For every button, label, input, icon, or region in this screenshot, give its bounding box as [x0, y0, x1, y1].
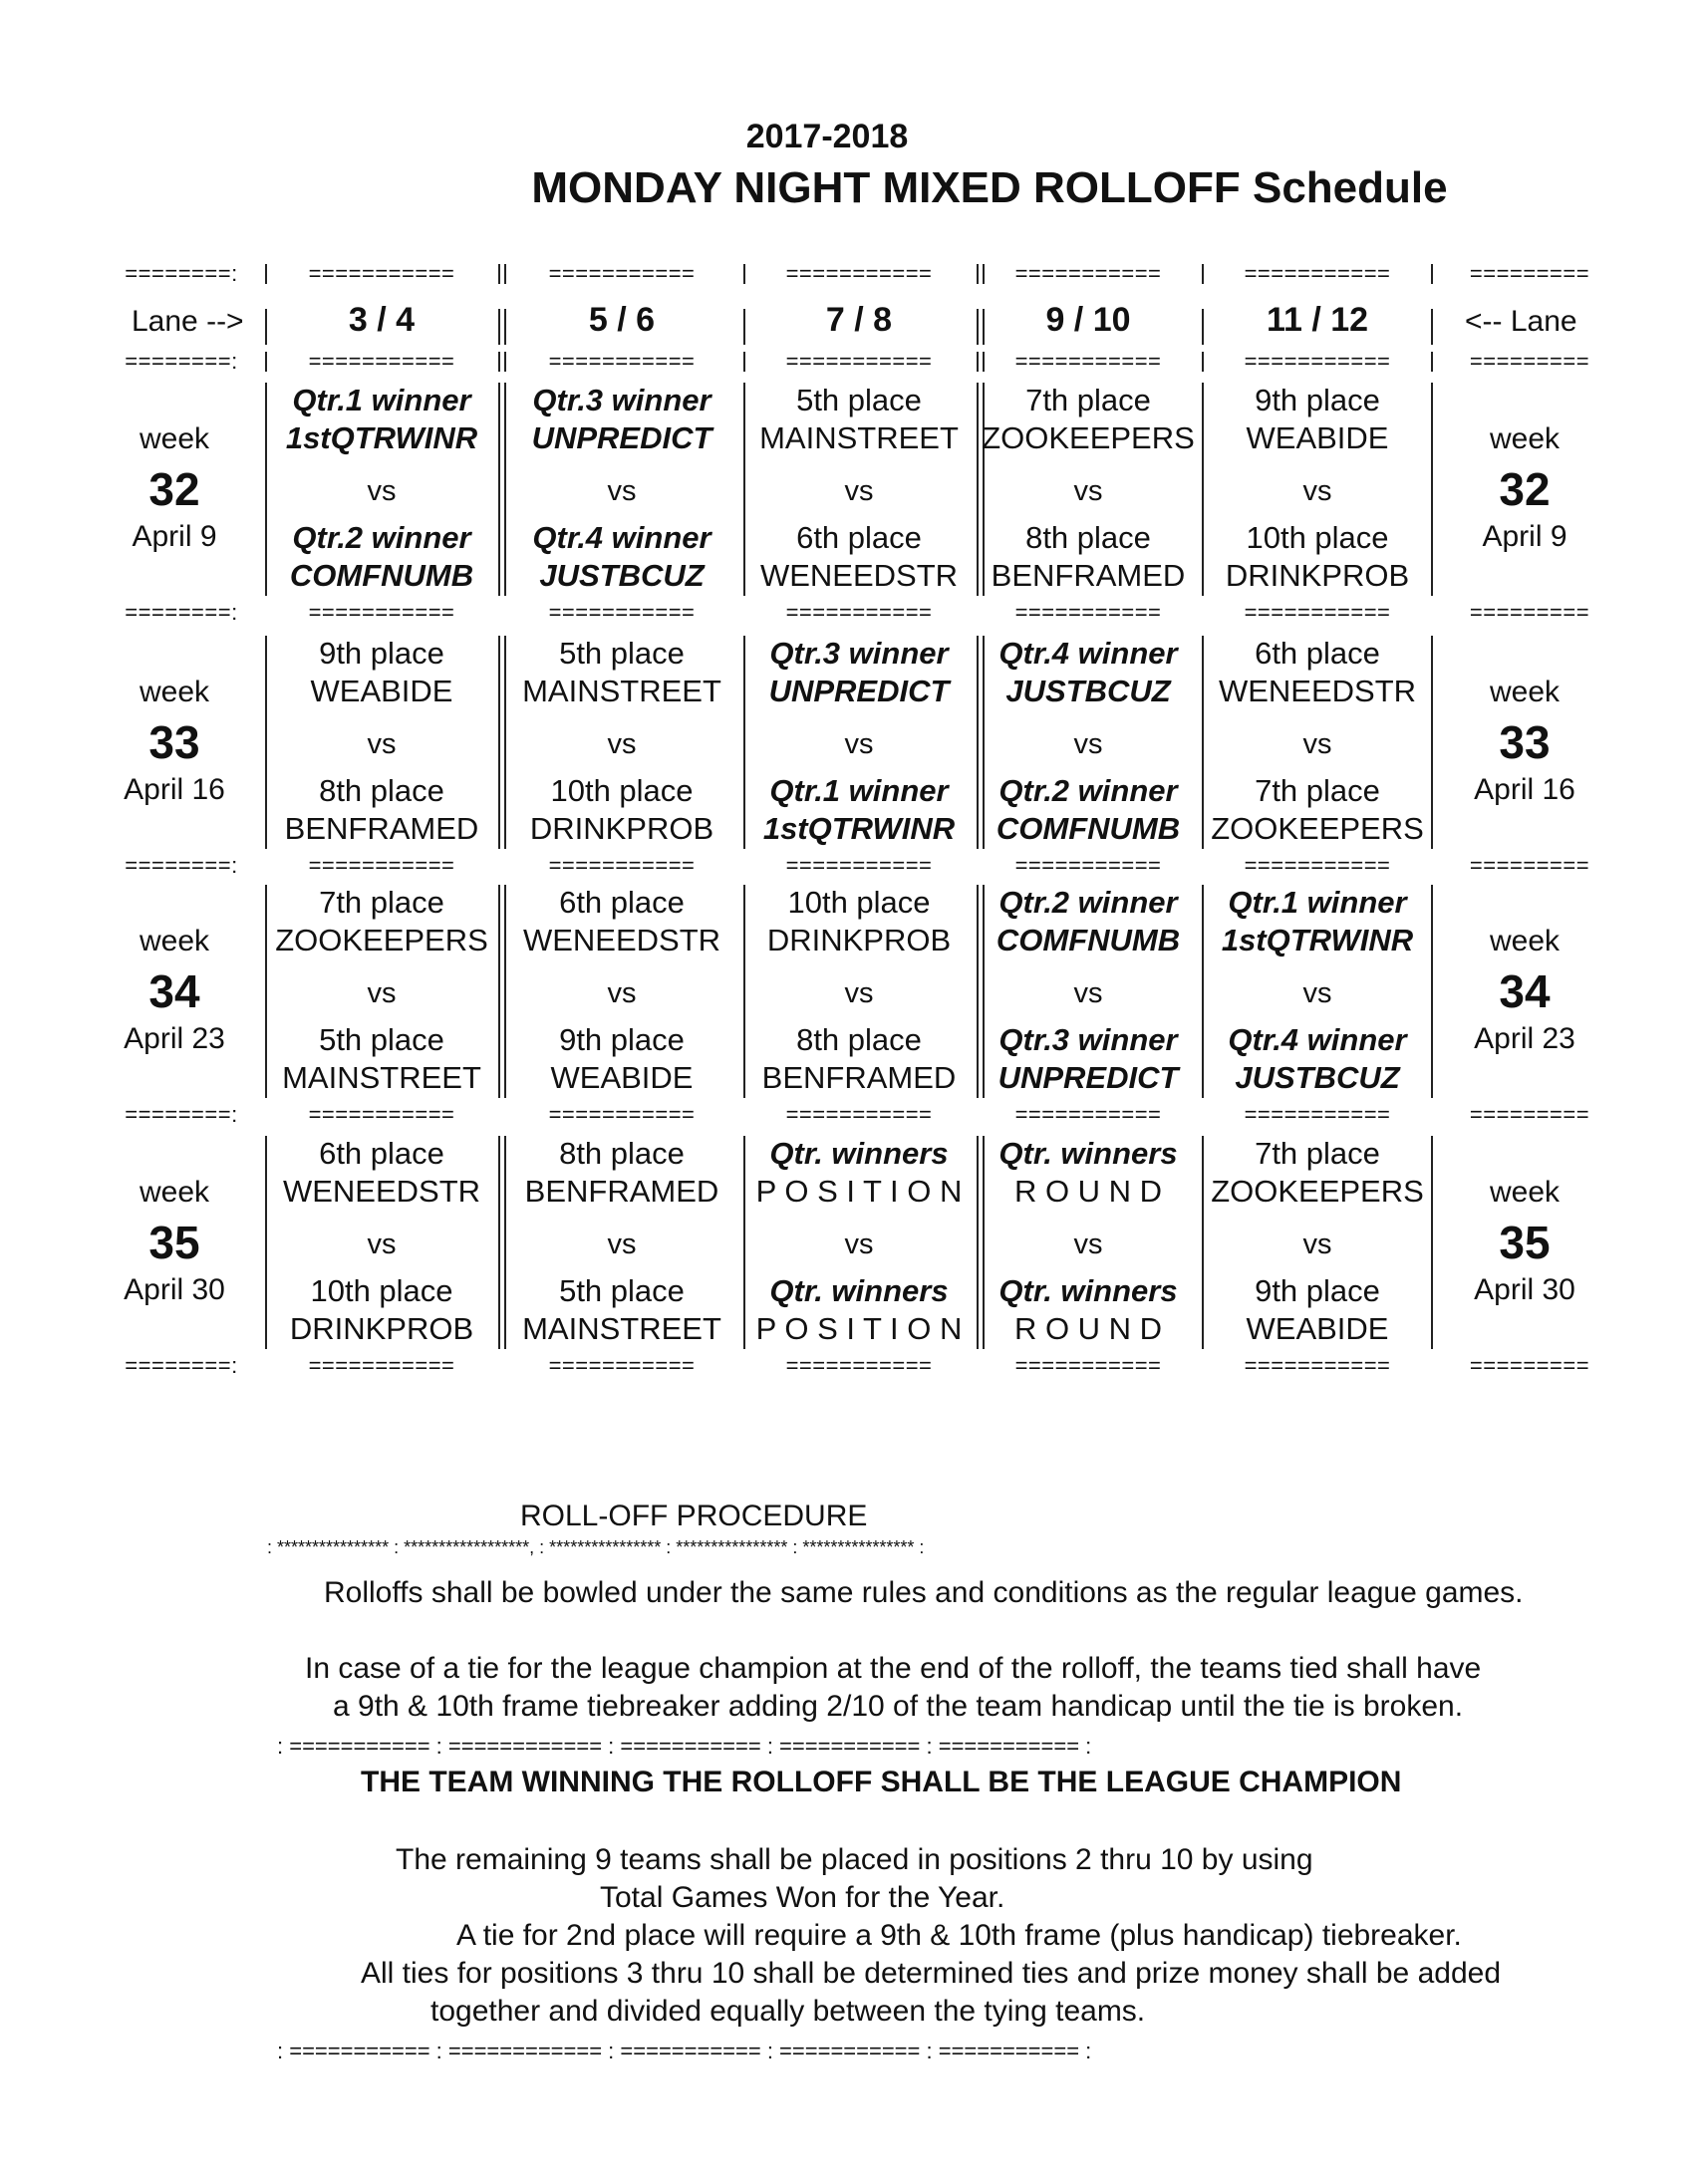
vs-label: vs [1073, 728, 1103, 760]
match-team-bottom-seed: 7th place [1255, 773, 1380, 808]
vs-label: vs [367, 475, 397, 507]
week-label-left: week [139, 422, 210, 455]
match-team-bottom-name: DRINKPROB [1225, 558, 1410, 593]
separator-line: ========= [1469, 600, 1590, 624]
separator-line: =========== [1244, 853, 1391, 877]
lane-header: 5 / 6 [588, 301, 656, 339]
column-divider [977, 309, 979, 345]
separator-line: =========== [1244, 349, 1391, 373]
vs-label: vs [1302, 1228, 1332, 1260]
page-title: MONDAY NIGHT MIXED ROLLOFF Schedule [531, 163, 1448, 212]
match-team-top-seed: 10th place [787, 885, 931, 920]
procedure-para2-line1: In case of a tie for the league champion at the end of the rolloff, the teams tied shall have [305, 1652, 1482, 1685]
vs-label: vs [1073, 977, 1103, 1009]
match-team-bottom-seed: Qtr.1 winner [769, 773, 949, 808]
week-label-right: week [1489, 1176, 1561, 1209]
procedure-para3-line1: The remaining 9 teams shall be placed in positions 2 thru 10 by using [396, 1843, 1313, 1876]
separator-line: ========: [125, 261, 238, 285]
match-team-top-seed: 5th place [559, 636, 685, 671]
procedure-para2-line2: a 9th & 10th frame tiebreaker adding 2/10 of the team handicap until the tie is broken. [333, 1690, 1464, 1723]
match-team-top-seed: 9th place [319, 636, 444, 671]
column-divider [265, 264, 267, 284]
separator-line: =========== [1014, 261, 1162, 285]
separator-line: =========== [1244, 261, 1391, 285]
column-divider [1431, 309, 1433, 345]
match-team-top-name: UNPREDICT [768, 674, 950, 708]
match-team-bottom-name: R O U N D [1013, 1311, 1163, 1346]
match-team-top-seed: Qtr.3 winner [532, 383, 711, 417]
column-divider [977, 352, 979, 372]
week-number-left: 34 [148, 965, 200, 1017]
match-team-bottom-seed: Qtr.4 winner [532, 520, 711, 555]
vs-label: vs [607, 728, 637, 760]
column-divider [1431, 352, 1433, 372]
match-team-bottom-seed: Qtr.2 winner [292, 520, 471, 555]
week-number-left: 35 [148, 1217, 200, 1268]
vs-label: vs [1302, 475, 1332, 507]
lane-label-left: Lane --> [132, 305, 244, 338]
lane-header: 7 / 8 [825, 301, 893, 339]
match-team-bottom-seed: 10th place [310, 1273, 453, 1308]
procedure-para3-line4: All ties for positions 3 thru 10 shall be determined ties and prize money shall be added [361, 1957, 1501, 1990]
season-year: 2017-2018 [745, 118, 909, 155]
match-team-top-name: BENFRAMED [524, 1174, 719, 1209]
week-number-right: 34 [1499, 965, 1551, 1017]
match-team-bottom-name: BENFRAMED [991, 558, 1186, 593]
match-team-bottom-seed: 6th place [796, 520, 922, 555]
match-team-bottom-seed: 5th place [559, 1273, 685, 1308]
week-number-left: 33 [148, 716, 200, 768]
procedure-para3-line3: A tie for 2nd place will require a 9th & 10th frame (plus handicap) tiebreaker. [456, 1919, 1462, 1952]
procedure-para3-line2: Total Games Won for the Year. [600, 1881, 1005, 1914]
separator-line: =========== [785, 1102, 933, 1126]
separator-line: =========== [785, 261, 933, 285]
lane-header: 3 / 4 [348, 301, 416, 339]
match-team-bottom-seed: 5th place [319, 1022, 444, 1057]
separator-line: ========= [1469, 1353, 1590, 1377]
match-team-top-name: WEABIDE [1246, 420, 1389, 455]
separator-line: =========== [785, 1353, 933, 1377]
column-divider [265, 352, 267, 372]
week-label-right: week [1489, 925, 1561, 957]
week-date-left: April 9 [132, 520, 217, 553]
procedure-heading: ROLL-OFF PROCEDURE [520, 1500, 868, 1532]
match-team-top-name: WENEEDSTR [1218, 674, 1417, 708]
match-team-top-name: UNPREDICT [531, 420, 712, 455]
match-team-top-seed: 7th place [319, 885, 444, 920]
stars-divider: : **************** : ******************, : **************** : **************** : **************** : [267, 1537, 925, 1557]
match-team-top-seed: Qtr.2 winner [998, 885, 1178, 920]
match-team-top-seed: 6th place [1255, 636, 1380, 671]
match-team-bottom-seed: 9th place [559, 1022, 685, 1057]
separator-line: ========= [1469, 261, 1590, 285]
week-label-left: week [139, 925, 210, 957]
match-team-bottom-name: BENFRAMED [284, 811, 479, 846]
match-team-top-name: DRINKPROB [766, 923, 952, 957]
separator-line: ========= [1469, 853, 1590, 877]
separator-line: =========== [785, 853, 933, 877]
match-team-bottom-seed: Qtr. winners [998, 1273, 1178, 1308]
separator-line: =========== [548, 1353, 696, 1377]
week-date-left: April 23 [124, 1022, 225, 1055]
week-date-left: April 30 [124, 1273, 225, 1306]
match-team-top-name: ZOOKEEPERS [1211, 1174, 1424, 1209]
match-team-bottom-seed: Qtr.2 winner [998, 773, 1178, 808]
match-team-bottom-name: P O S I T I O N [755, 1311, 963, 1346]
week-number-right: 33 [1499, 716, 1551, 768]
separator-line: ========: [125, 853, 238, 877]
lane-header: 11 / 12 [1266, 301, 1369, 339]
match-team-top-name: WEABIDE [310, 674, 453, 708]
procedure-para3-line5: together and divided equally between the tying teams. [430, 1995, 1146, 2028]
vs-label: vs [607, 1228, 637, 1260]
column-divider [977, 264, 979, 284]
separator-line: =========== [785, 600, 933, 624]
column-divider [498, 309, 500, 345]
column-divider [1431, 264, 1433, 284]
match-team-bottom-seed: 9th place [1255, 1273, 1380, 1308]
column-divider [983, 309, 985, 345]
separator-line: =========== [548, 349, 696, 373]
vs-label: vs [367, 977, 397, 1009]
separator-line: ========: [125, 1102, 238, 1126]
match-team-top-seed: 5th place [796, 383, 922, 417]
match-team-top-seed: Qtr. winners [998, 1136, 1178, 1171]
week-date-left: April 16 [124, 773, 225, 806]
week-label-left: week [139, 676, 210, 708]
match-team-top-name: 1stQTRWINR [1221, 923, 1414, 957]
match-team-top-seed: 9th place [1255, 383, 1380, 417]
vs-label: vs [1302, 728, 1332, 760]
separator-line: =========== [1014, 600, 1162, 624]
column-divider [983, 352, 985, 372]
match-team-top-name: P O S I T I O N [755, 1174, 963, 1209]
week-date-right: April 16 [1474, 773, 1575, 806]
separator-line: =========== [1244, 1353, 1391, 1377]
equals-divider-bottom: : =========== : ============ : =========== : =========== : =========== : [277, 2039, 1092, 2063]
separator-line: =========== [1244, 1102, 1391, 1126]
vs-label: vs [367, 1228, 397, 1260]
week-date-right: April 9 [1482, 520, 1567, 553]
match-team-bottom-name: 1stQTRWINR [762, 811, 956, 846]
separator-line: =========== [548, 261, 696, 285]
match-team-bottom-name: COMFNUMB [289, 558, 474, 593]
vs-label: vs [844, 1228, 874, 1260]
match-team-top-name: R O U N D [1013, 1174, 1163, 1209]
match-team-bottom-seed: 8th place [796, 1022, 922, 1057]
separator-line: =========== [1244, 600, 1391, 624]
match-team-top-seed: Qtr.1 winner [1228, 885, 1407, 920]
separator-line: =========== [308, 349, 455, 373]
week-date-right: April 23 [1474, 1022, 1575, 1055]
week-label-right: week [1489, 422, 1561, 455]
column-divider [504, 264, 506, 284]
match-team-top-name: WENEEDSTR [282, 1174, 481, 1209]
match-team-bottom-name: DRINKPROB [289, 1311, 474, 1346]
column-divider [1202, 352, 1204, 372]
week-number-right: 32 [1499, 463, 1551, 515]
match-team-bottom-seed: Qtr. winners [769, 1273, 949, 1308]
vs-label: vs [1302, 977, 1332, 1009]
separator-line: =========== [548, 1102, 696, 1126]
match-team-top-seed: Qtr.3 winner [769, 636, 949, 671]
match-team-bottom-name: COMFNUMB [995, 811, 1181, 846]
match-team-top-name: JUSTBCUZ [1005, 674, 1171, 708]
week-label-right: week [1489, 676, 1561, 708]
match-team-top-seed: Qtr.4 winner [998, 636, 1178, 671]
match-team-top-seed: 7th place [1255, 1136, 1380, 1171]
separator-line: ========: [125, 349, 238, 373]
match-team-top-name: 1stQTRWINR [285, 420, 478, 455]
match-team-bottom-seed: Qtr.3 winner [998, 1022, 1178, 1057]
column-divider [743, 309, 745, 345]
column-divider [504, 352, 506, 372]
match-team-bottom-name: ZOOKEEPERS [1211, 811, 1424, 846]
match-team-bottom-name: DRINKPROB [529, 811, 714, 846]
vs-label: vs [367, 728, 397, 760]
match-team-bottom-name: WENEEDSTR [759, 558, 959, 593]
separator-line: ========= [1469, 1102, 1590, 1126]
match-team-top-name: MAINSTREET [759, 420, 959, 455]
match-team-top-name: COMFNUMB [995, 923, 1181, 957]
vs-label: vs [1073, 1228, 1103, 1260]
match-team-bottom-name: MAINSTREET [522, 1311, 721, 1346]
lane-label-right: <-- Lane [1465, 305, 1577, 338]
column-divider [504, 309, 506, 345]
champion-statement: THE TEAM WINNING THE ROLLOFF SHALL BE THE LEAGUE CHAMPION [361, 1766, 1402, 1798]
equals-divider: : =========== : ============ : =========== : =========== : =========== : [277, 1734, 1092, 1759]
column-divider [743, 352, 745, 372]
procedure-para1: Rolloffs shall be bowled under the same rules and conditions as the regular league games. [324, 1576, 1524, 1609]
column-divider [498, 264, 500, 284]
match-team-top-seed: 7th place [1025, 383, 1151, 417]
separator-line: =========== [308, 1102, 455, 1126]
vs-label: vs [844, 728, 874, 760]
week-label-left: week [139, 1176, 210, 1209]
separator-line: =========== [308, 1353, 455, 1377]
match-team-bottom-name: WEABIDE [1246, 1311, 1389, 1346]
match-team-bottom-seed: 8th place [1025, 520, 1151, 555]
match-team-top-seed: 6th place [319, 1136, 444, 1171]
column-divider [265, 309, 267, 345]
vs-label: vs [844, 475, 874, 507]
match-team-bottom-name: JUSTBCUZ [539, 558, 705, 593]
separator-line: =========== [308, 853, 455, 877]
match-team-top-seed: Qtr.1 winner [292, 383, 471, 417]
column-divider [498, 352, 500, 372]
week-number-left: 32 [148, 463, 200, 515]
separator-line: =========== [548, 853, 696, 877]
vs-label: vs [1073, 475, 1103, 507]
match-team-bottom-seed: Qtr.4 winner [1228, 1022, 1407, 1057]
match-team-bottom-seed: 10th place [550, 773, 694, 808]
vs-label: vs [607, 977, 637, 1009]
match-team-bottom-seed: 10th place [1246, 520, 1389, 555]
separator-line: =========== [1014, 853, 1162, 877]
vs-label: vs [844, 977, 874, 1009]
separator-line: =========== [308, 600, 455, 624]
week-number-right: 35 [1499, 1217, 1551, 1268]
separator-line: ========: [125, 600, 238, 624]
match-team-bottom-name: WEABIDE [550, 1060, 694, 1095]
match-team-top-name: MAINSTREET [522, 674, 721, 708]
week-date-right: April 30 [1474, 1273, 1575, 1306]
column-divider [743, 264, 745, 284]
match-team-bottom-name: BENFRAMED [761, 1060, 957, 1095]
match-team-bottom-name: MAINSTREET [282, 1060, 481, 1095]
match-team-bottom-seed: 8th place [319, 773, 444, 808]
column-divider [1202, 309, 1204, 345]
match-team-top-name: ZOOKEEPERS [275, 923, 488, 957]
separator-line: =========== [308, 261, 455, 285]
match-team-top-seed: 6th place [559, 885, 685, 920]
separator-line: =========== [1014, 1353, 1162, 1377]
match-team-top-seed: 8th place [559, 1136, 685, 1171]
vs-label: vs [607, 475, 637, 507]
column-divider [983, 264, 985, 284]
lane-header: 9 / 10 [1045, 301, 1131, 339]
column-divider [1202, 264, 1204, 284]
match-team-top-name: WENEEDSTR [522, 923, 721, 957]
separator-line: =========== [548, 600, 696, 624]
match-team-top-name: ZOOKEEPERS [982, 420, 1195, 455]
separator-line: =========== [785, 349, 933, 373]
separator-line: =========== [1014, 1102, 1162, 1126]
match-team-bottom-name: JUSTBCUZ [1235, 1060, 1400, 1095]
separator-line: ========= [1469, 349, 1590, 373]
match-team-bottom-name: UNPREDICT [997, 1060, 1179, 1095]
match-team-top-seed: Qtr. winners [769, 1136, 949, 1171]
separator-line: ========: [125, 1353, 238, 1377]
separator-line: =========== [1014, 349, 1162, 373]
